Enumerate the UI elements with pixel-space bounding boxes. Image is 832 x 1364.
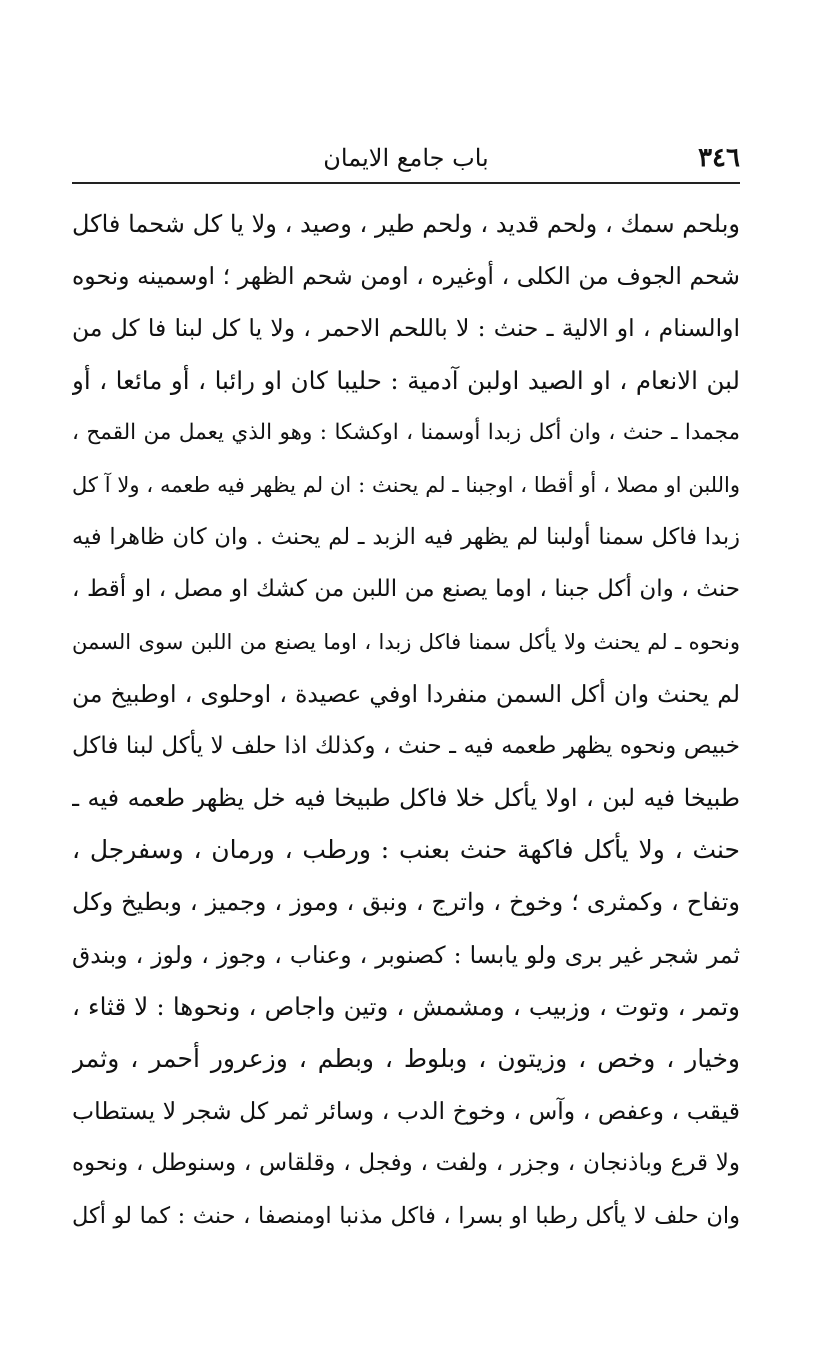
- chapter-title: باب جامع الايمان: [323, 144, 489, 172]
- text-line: وتمر ، وتوت ، وزبيب ، ومشمش ، وتين واجاص ، ونحوها : لا قثاء ،: [72, 991, 740, 1021]
- text-line: واللبن او مصلا ، أو أقطا ، اوجبنا ـ لم يحنث : ان لم يظهر فيه طعمه ، ولا آ كل: [72, 472, 740, 497]
- text-line: شحم الجوف من الكلى ، أوغيره ، اومن شحم الظهر ؛ اوسمينه ونحوه: [72, 262, 740, 291]
- text-line: اوالسنام ، او الالية ـ حنث : لا باللحم الاحمر ، ولا يا كل لبنا فا كل من: [72, 314, 740, 343]
- text-line: حنث ، وان أكل جبنا ، اوما يصنع من اللبن من كشك او مصل ، او أقط ،: [72, 576, 740, 603]
- text-line: وان حلف لا يأكل رطبا او بسرا ، فاكل مذنبا اومنصفا ، حنث : كما لو أكل: [72, 1202, 740, 1229]
- text-line: لبن الانعام ، او الصيد اولبن آدمية : حليبا كان او رائبا ، أو مائعا ، أو: [72, 365, 740, 395]
- text-line: وتفاح ، وكمثرى ؛ وخوخ ، واترج ، ونبق ، وموز ، وجميز ، وبطيخ وكل: [72, 888, 740, 917]
- running-head: [72, 136, 740, 182]
- page-number: ٣٤٦: [698, 143, 740, 173]
- text-line: ونحوه ـ لم يحنث ولا يأكل سمنا فاكل زبدا ، اوما يصنع من اللبن سوى السمن: [72, 629, 740, 654]
- text-line: حنث ، ولا يأكل فاكهة حنث بعنب : ورطب ، ورمان ، وسفرجل ،: [72, 835, 740, 865]
- header-rule: [72, 182, 740, 184]
- text-line: لم يحنث وان أكل السمن منفردا اوفي عصيدة ، اوحلوى ، اوطبيخ من: [72, 679, 740, 708]
- text-line: وبلحم سمك ، ولحم قديد ، ولحم طير ، وصيد ، ولا يا كل شحما فاكل: [72, 210, 740, 238]
- text-line: وخيار ، وخص ، وزيتون ، وبلوط ، وبطم ، وزعرور أحمر ، وثمر: [72, 1044, 740, 1073]
- text-line: ولا قرع وباذنجان ، وجزر ، ولفت ، وفجل ، وقلقاس ، وسنوطل ، ونحوه: [72, 1150, 740, 1177]
- text-line: زبدا فاكل سمنا أولبنا لم يظهر فيه الزبد ـ لم يحنث . وان كان ظاهرا فيه: [72, 524, 740, 551]
- body-text: [72, 198, 740, 1242]
- text-line: قيقب ، وعفص ، وآس ، وخوخ الدب ، وسائر ثمر كل شجر لا يستطاب: [72, 1097, 740, 1126]
- text-line: طبيخا فيه لبن ، اولا يأكل خلا فاكل طبيخا فيه خل يظهر طعمه فيه ـ: [72, 784, 740, 813]
- text-line: مجمدا ـ حنث ، وان أكل زبدا أوسمنا ، اوكشكا : وهو الذي يعمل من القمح ،: [72, 419, 740, 445]
- text-line: ثمر شجر غير برى ولو يابسا : كصنوبر ، وعناب ، وجوز ، ولوز ، وبندق: [72, 940, 740, 969]
- text-line: خبيص ونحوه يظهر طعمه فيه ـ حنث ، وكذلك اذا حلف لا يأكل لبنا فاكل: [72, 732, 740, 759]
